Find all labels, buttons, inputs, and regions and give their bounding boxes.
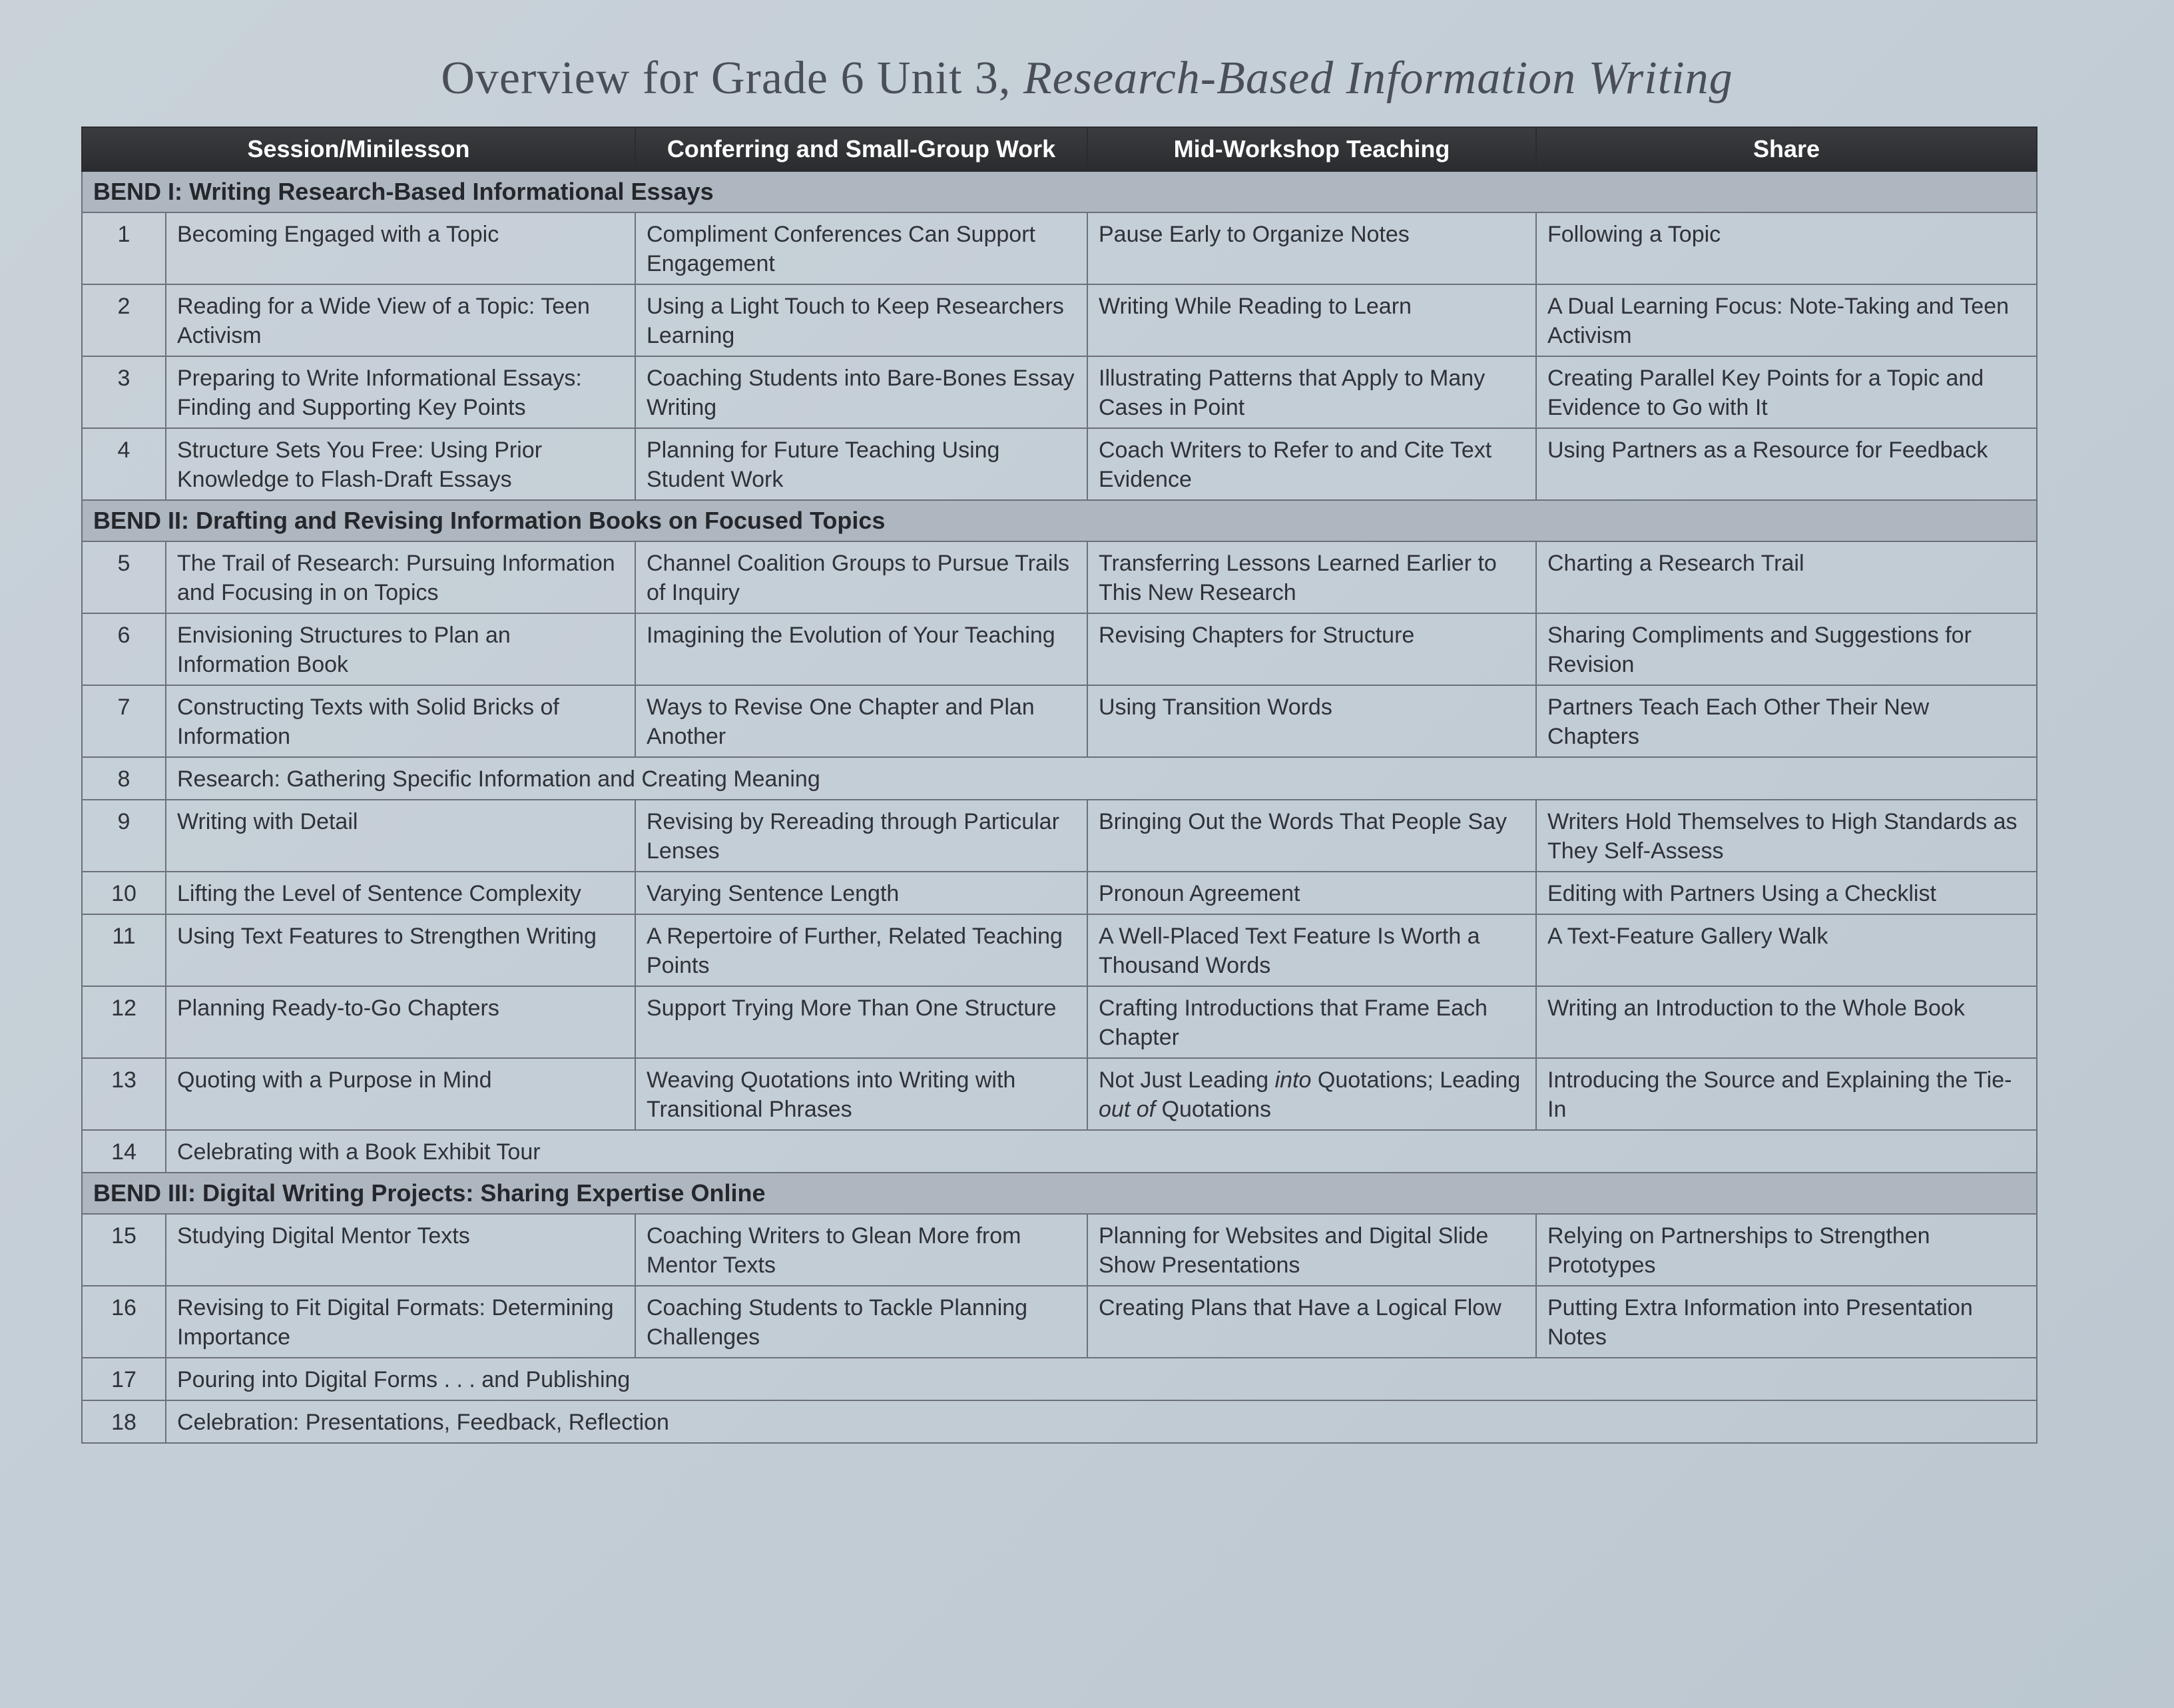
midworkshop-cell: Coach Writers to Refer to and Cite Text Evidence bbox=[1087, 428, 1536, 500]
conferring-cell: Using a Light Touch to Keep Researchers Learning bbox=[635, 284, 1087, 356]
session-number: 5 bbox=[82, 541, 166, 613]
share-cell: Writers Hold Themselves to High Standards as They Self-Assess bbox=[1536, 800, 2037, 872]
table-row bbox=[82, 284, 2037, 356]
session-number: 10 bbox=[82, 872, 166, 914]
midworkshop-emphasis: out of bbox=[1099, 1097, 1156, 1122]
session-cell: Quoting with a Purpose in Mind bbox=[166, 1058, 635, 1130]
midworkshop-cell: Creating Plans that Have a Logical Flow bbox=[1087, 1286, 1536, 1358]
session-number: 4 bbox=[82, 428, 166, 500]
session-cell: Studying Digital Mentor Texts bbox=[166, 1214, 635, 1286]
midworkshop-cell: Crafting Introductions that Frame Each Chapter bbox=[1087, 986, 1536, 1058]
session-number: 13 bbox=[82, 1058, 166, 1130]
midworkshop-cell: Transferring Lessons Learned Earlier to This New Research bbox=[1087, 541, 1536, 613]
midworkshop-text: Quotations; Leading bbox=[1311, 1067, 1521, 1093]
midworkshop-cell: Planning for Websites and Digital Slide Show Presentations bbox=[1087, 1214, 1536, 1286]
midworkshop-text: Quotations bbox=[1155, 1097, 1271, 1122]
bend-row bbox=[82, 1173, 2037, 1214]
bend-title: BEND III: Digital Writing Projects: Sharing Expertise Online bbox=[82, 1173, 2037, 1214]
share-cell: Relying on Partnerships to Strengthen Prototypes bbox=[1536, 1214, 2037, 1286]
table-row bbox=[82, 212, 2037, 284]
session-number: 6 bbox=[82, 613, 166, 685]
conferring-cell: Channel Coalition Groups to Pursue Trails of Inquiry bbox=[635, 541, 1087, 613]
session-cell: Becoming Engaged with a Topic bbox=[166, 212, 635, 284]
session-number: 9 bbox=[82, 800, 166, 872]
bend-title: BEND I: Writing Research-Based Informational Essays bbox=[82, 171, 2037, 212]
session-number: 7 bbox=[82, 685, 166, 757]
session-cell: Celebrating with a Book Exhibit Tour bbox=[166, 1130, 2037, 1173]
share-cell: A Text-Feature Gallery Walk bbox=[1536, 914, 2037, 986]
session-cell: Pouring into Digital Forms . . . and Publishing bbox=[166, 1358, 2037, 1400]
session-number: 16 bbox=[82, 1286, 166, 1358]
share-cell: Editing with Partners Using a Checklist bbox=[1536, 872, 2037, 914]
conferring-cell: Weaving Quotations into Writing with Transitional Phrases bbox=[635, 1058, 1087, 1130]
conferring-cell: Imagining the Evolution of Your Teaching bbox=[635, 613, 1087, 685]
midworkshop-emphasis: into bbox=[1274, 1067, 1312, 1093]
session-cell: Structure Sets You Free: Using Prior Knowledge to Flash-Draft Essays bbox=[166, 428, 635, 500]
conferring-cell: Revising by Rereading through Particular Lenses bbox=[635, 800, 1087, 872]
midworkshop-cell: Illustrating Patterns that Apply to Many Cases in Point bbox=[1087, 356, 1536, 428]
conferring-cell: Compliment Conferences Can Support Engagement bbox=[635, 212, 1087, 284]
overview-table bbox=[81, 127, 2038, 1444]
conferring-cell: A Repertoire of Further, Related Teaching Points bbox=[635, 914, 1087, 986]
session-cell: The Trail of Research: Pursuing Information and Focusing in on Topics bbox=[166, 541, 635, 613]
session-cell: Preparing to Write Informational Essays: Finding and Supporting Key Points bbox=[166, 356, 635, 428]
session-number: 15 bbox=[82, 1214, 166, 1286]
conferring-cell: Support Trying More Than One Structure bbox=[635, 986, 1087, 1058]
midworkshop-cell: Revising Chapters for Structure bbox=[1087, 613, 1536, 685]
share-cell: A Dual Learning Focus: Note-Taking and Teen Activism bbox=[1536, 284, 2037, 356]
share-cell: Introducing the Source and Explaining the Tie-In bbox=[1536, 1058, 2037, 1130]
midworkshop-cell: A Well-Placed Text Feature Is Worth a Thousand Words bbox=[1087, 914, 1536, 986]
table-row bbox=[82, 1286, 2037, 1358]
share-cell: Charting a Research Trail bbox=[1536, 541, 2037, 613]
session-number: 1 bbox=[82, 212, 166, 284]
table-row bbox=[82, 986, 2037, 1058]
share-cell: Using Partners as a Resource for Feedback bbox=[1536, 428, 2037, 500]
midworkshop-cell: Pronoun Agreement bbox=[1087, 872, 1536, 914]
midworkshop-cell: Pause Early to Organize Notes bbox=[1087, 212, 1536, 284]
table-row bbox=[82, 541, 2037, 613]
table-row bbox=[82, 1130, 2037, 1173]
bend-row bbox=[82, 171, 2037, 212]
table-row bbox=[82, 914, 2037, 986]
session-cell: Research: Gathering Specific Information and Creating Meaning bbox=[166, 757, 2037, 800]
page-title bbox=[0, 52, 2174, 105]
session-number: 11 bbox=[82, 914, 166, 986]
share-cell: Following a Topic bbox=[1536, 212, 2037, 284]
title-main: Overview for Grade 6 Unit 3, bbox=[441, 53, 1023, 104]
session-cell: Writing with Detail bbox=[166, 800, 635, 872]
table-row bbox=[82, 613, 2037, 685]
conferring-cell: Coaching Students to Tackle Planning Challenges bbox=[635, 1286, 1087, 1358]
session-number: 18 bbox=[82, 1400, 166, 1443]
midworkshop-cell: Using Transition Words bbox=[1087, 685, 1536, 757]
midworkshop-cell bbox=[1087, 1058, 1536, 1130]
title-italic: Research-Based Information Writing bbox=[1023, 53, 1733, 104]
bend-row bbox=[82, 500, 2037, 541]
session-cell: Reading for a Wide View of a Topic: Teen Activism bbox=[166, 284, 635, 356]
conferring-cell: Varying Sentence Length bbox=[635, 872, 1087, 914]
session-cell: Revising to Fit Digital Formats: Determining Importance bbox=[166, 1286, 635, 1358]
midworkshop-cell: Bringing Out the Words That People Say bbox=[1087, 800, 1536, 872]
session-number: 14 bbox=[82, 1130, 166, 1173]
table-row bbox=[82, 685, 2037, 757]
column-header-conferring: Conferring and Small-Group Work bbox=[635, 127, 1087, 171]
session-number: 17 bbox=[82, 1358, 166, 1400]
share-cell: Partners Teach Each Other Their New Chapters bbox=[1536, 685, 2037, 757]
session-cell: Constructing Texts with Solid Bricks of Information bbox=[166, 685, 635, 757]
share-cell: Creating Parallel Key Points for a Topic and Evidence to Go with It bbox=[1536, 356, 2037, 428]
session-cell: Envisioning Structures to Plan an Information Book bbox=[166, 613, 635, 685]
conferring-cell: Coaching Students into Bare-Bones Essay Writing bbox=[635, 356, 1087, 428]
session-number: 2 bbox=[82, 284, 166, 356]
share-cell: Sharing Compliments and Suggestions for Revision bbox=[1536, 613, 2037, 685]
table-header-row bbox=[82, 127, 2037, 171]
conferring-cell: Ways to Revise One Chapter and Plan Another bbox=[635, 685, 1087, 757]
share-cell: Writing an Introduction to the Whole Book bbox=[1536, 986, 2037, 1058]
table-row bbox=[82, 800, 2037, 872]
session-cell: Lifting the Level of Sentence Complexity bbox=[166, 872, 635, 914]
table-row bbox=[82, 1058, 2037, 1130]
midworkshop-cell: Writing While Reading to Learn bbox=[1087, 284, 1536, 356]
conferring-cell: Coaching Writers to Glean More from Mentor Texts bbox=[635, 1214, 1087, 1286]
session-cell: Celebration: Presentations, Feedback, Reflection bbox=[166, 1400, 2037, 1443]
session-number: 3 bbox=[82, 356, 166, 428]
share-cell: Putting Extra Information into Presentation Notes bbox=[1536, 1286, 2037, 1358]
session-number: 12 bbox=[82, 986, 166, 1058]
column-header-share: Share bbox=[1536, 127, 2037, 171]
conferring-cell: Planning for Future Teaching Using Student Work bbox=[635, 428, 1087, 500]
bend-title: BEND II: Drafting and Revising Information Books on Focused Topics bbox=[82, 500, 2037, 541]
table-row bbox=[82, 428, 2037, 500]
table-row bbox=[82, 872, 2037, 914]
column-header-midworkshop: Mid-Workshop Teaching bbox=[1087, 127, 1536, 171]
midworkshop-text: Not Just Leading bbox=[1099, 1067, 1275, 1093]
table-row bbox=[82, 1214, 2037, 1286]
column-header-session: Session/Minilesson bbox=[82, 127, 635, 171]
table-row bbox=[82, 1358, 2037, 1400]
session-number: 8 bbox=[82, 757, 166, 800]
table-row bbox=[82, 757, 2037, 800]
session-cell: Using Text Features to Strengthen Writing bbox=[166, 914, 635, 986]
table-row bbox=[82, 356, 2037, 428]
table-row bbox=[82, 1400, 2037, 1443]
session-cell: Planning Ready-to-Go Chapters bbox=[166, 986, 635, 1058]
